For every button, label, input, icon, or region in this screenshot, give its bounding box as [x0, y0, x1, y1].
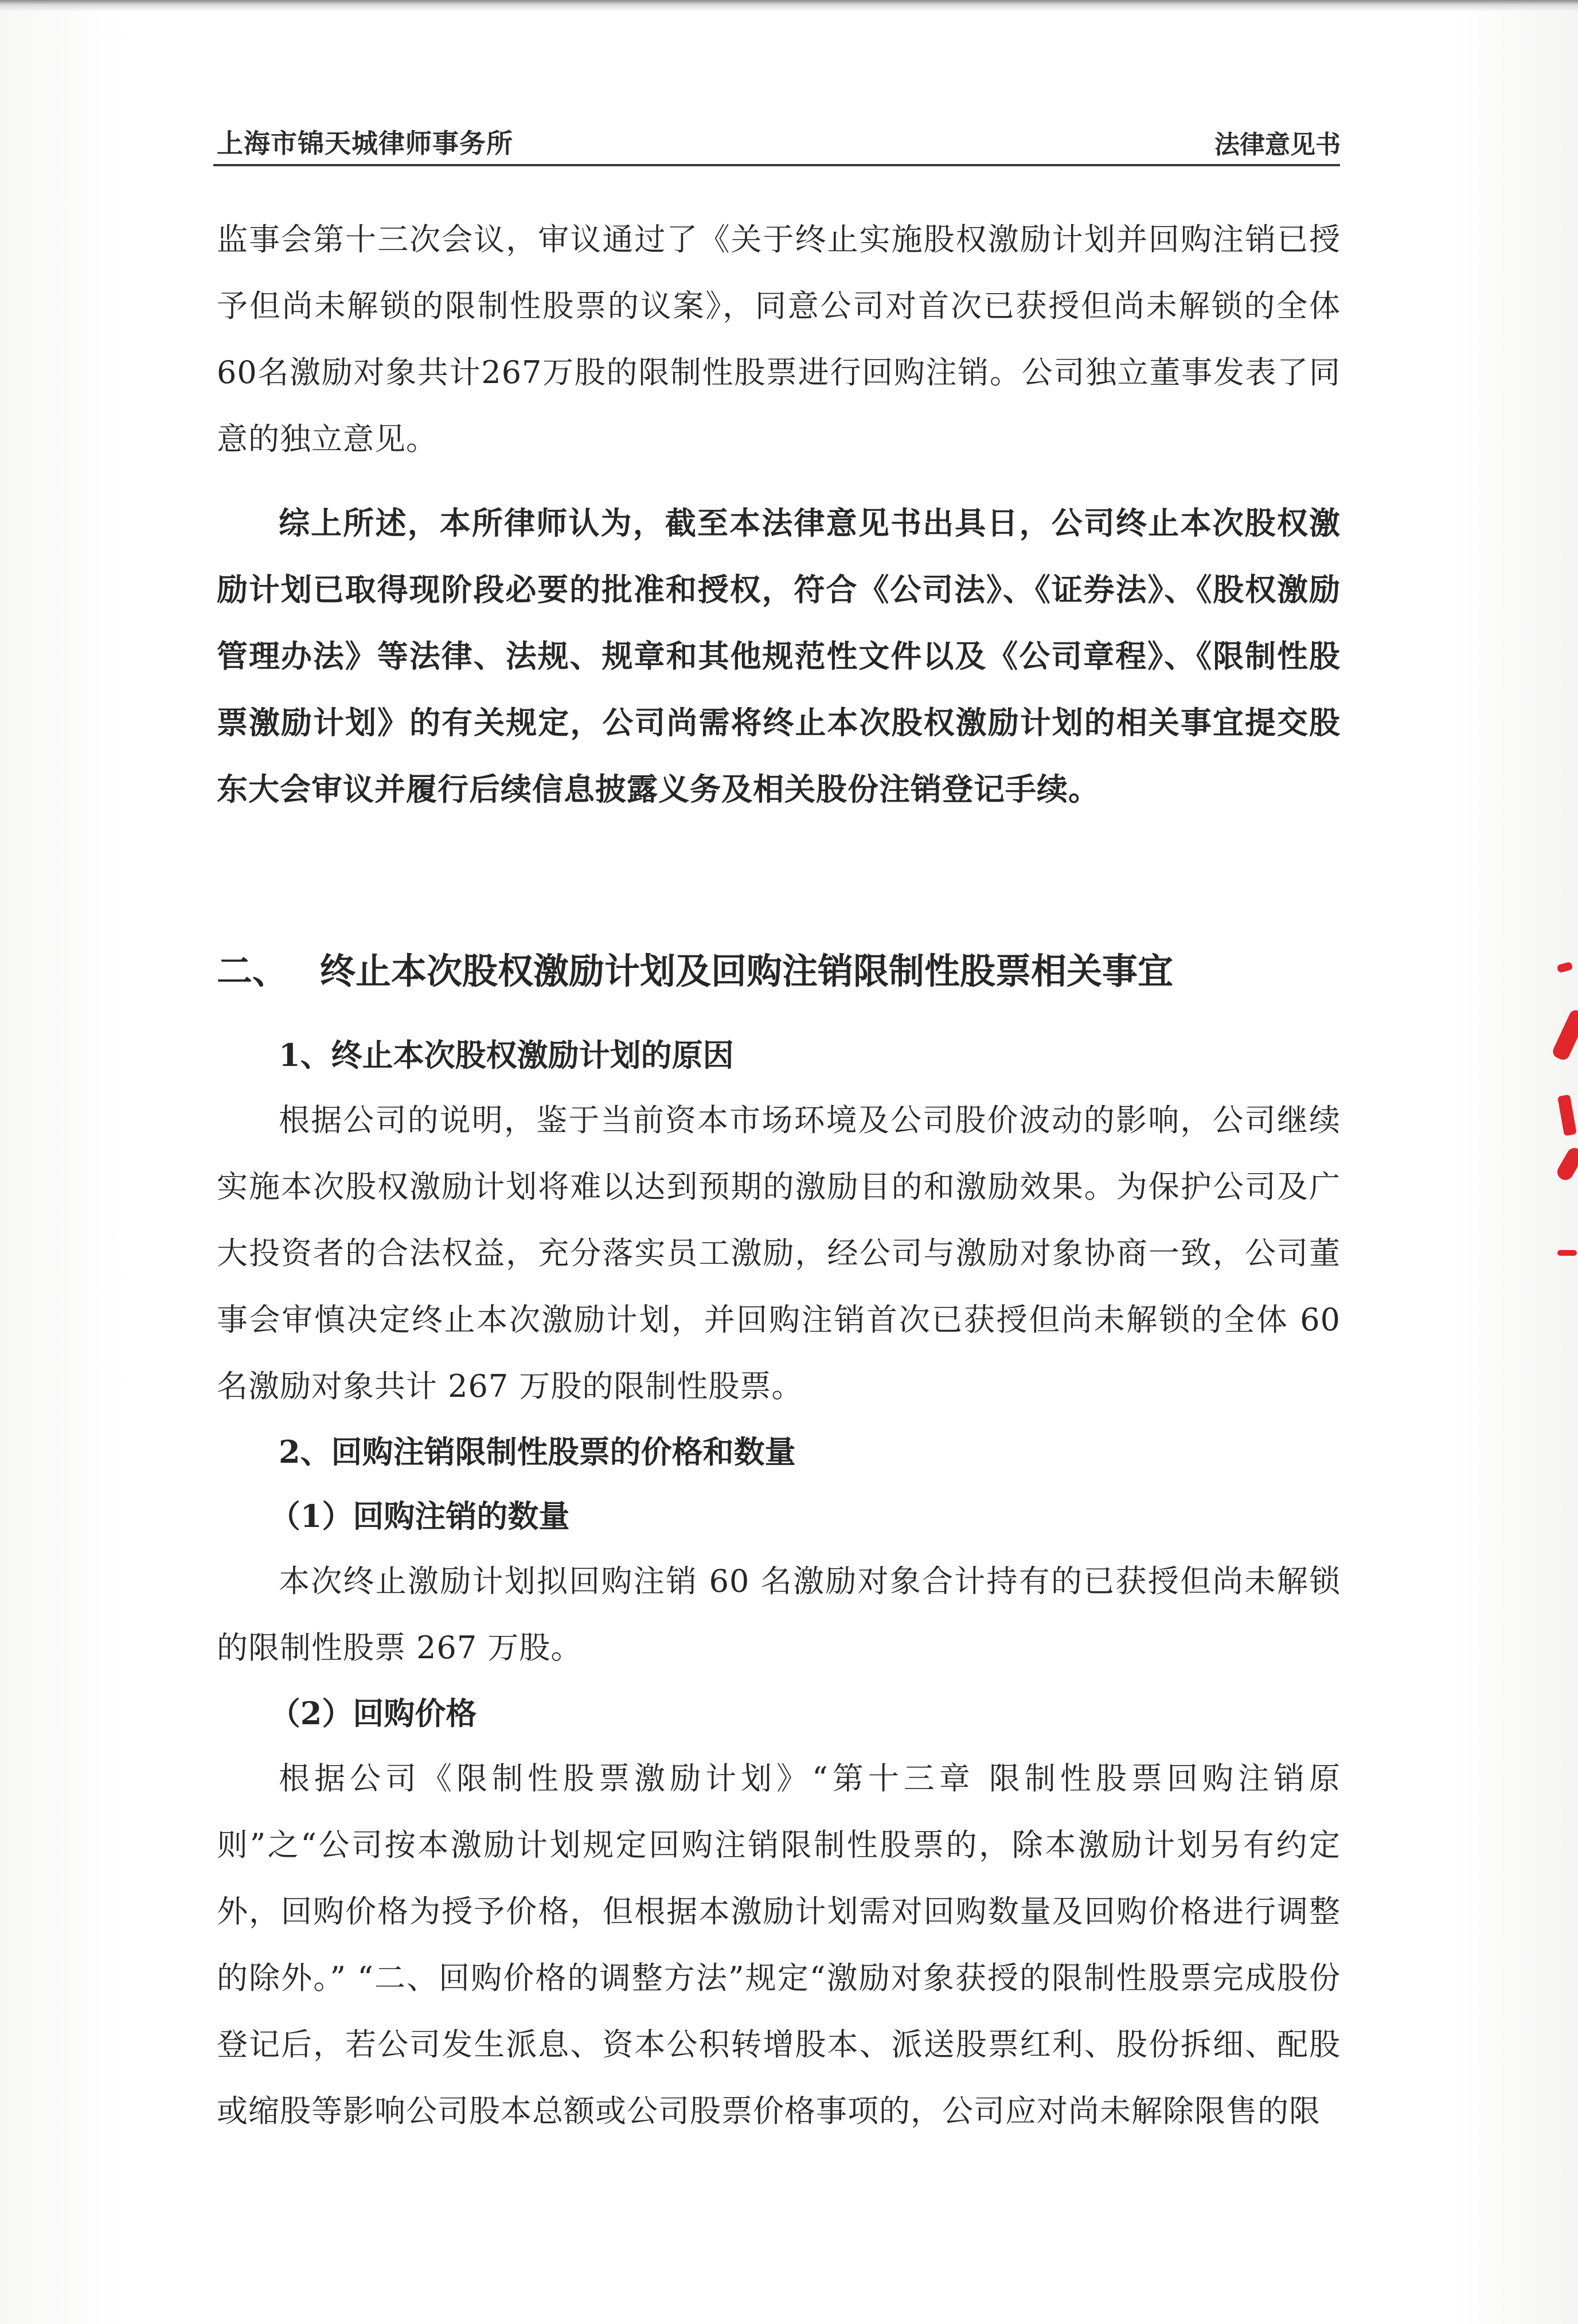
header-divider: [213, 164, 1340, 166]
section-title: 终止本次股权激励计划及回购注销限制性股票相关事宜: [320, 950, 1174, 992]
section-number: 二、: [217, 950, 288, 992]
paragraph-supervisory-board: 监事会第十三次会议，审议通过了《关于终止实施股权激励计划并回购注销已授予但尚未解锁的限制性股票的议案》，同意公司对首次已获授但尚未解锁的全体60名激励对象共计267万股的限制性股票进行回购注销。公司独立董事发表了同意的独立意见。: [217, 221, 1341, 457]
subheading-price-and-quantity: 2、回购注销限制性股票的价格和数量: [279, 1434, 796, 1470]
paragraph-repurchase-price: 根据公司《限制性股票激励计划》“第十三章 限制性股票回购注销原则”之“公司按本激励计划规定回购注销限制性股票的，除本激励计划另有约定外，回购价格为授予价格，但根据本激励计划需对回购数量及回购价格进行调整的除外。” “二、回购价格的调整方法”规定“激励对象获授的限制性股票完成股份登记后，若公司发生派息、资本公积转增股本、派送股票红利、股份拆细、配股或缩股等影响公司股本总额或公司股票价格事项的，公司应对尚未解除限售的限: [217, 1760, 1341, 2129]
paragraph-termination-reason: 根据公司的说明，鉴于当前资本市场环境及公司股价波动的影响，公司继续实施本次股权激励计划将难以达到预期的激励目的和激励效果。为保护公司及广大投资者的合法权益，充分落实员工激励，经公司与激励对象协商一致，公司董事会审慎决定终止本次激励计划，并回购注销首次已获授但尚未解锁的全体 60 名激励对象共计 267 万股的限制性股票。: [217, 1102, 1341, 1404]
spacer: [217, 1006, 1341, 1023]
subheading-repurchase-price: （2）回购价格: [269, 1695, 477, 1732]
page-header: [217, 118, 1341, 166]
section-heading-2: [217, 937, 1341, 1006]
subheading-repurchase-quantity: （1）回购注销的数量: [269, 1498, 570, 1534]
document-type: 法律意见书: [1214, 130, 1341, 159]
paragraph-conclusion: 综上所述，本所律师认为，截至本法律意见书出具日，公司终止本次股权激励计划已取得现阶段必要的批准和授权，符合《公司法》、《证券法》、《股权激励管理办法》等法律、法规、规章和其他规范性文件以及《公司章程》、《限制性股票激励计划》的有关规定，公司尚需将终止本次股权激励计划的相关事宜提交股东大会审议并履行后续信息披露义务及相关股份注销登记手续。: [217, 505, 1341, 807]
spacer: [217, 822, 1341, 937]
scan-top-edge: [0, 0, 1578, 11]
subheading-termination-reason: 1、终止本次股权激励计划的原因: [279, 1037, 734, 1073]
firm-name: 上海市锦天城律师事务所: [217, 128, 513, 159]
seal-stamp-edge: [1544, 929, 1578, 1284]
document-body: [217, 206, 1341, 2145]
spacer: [217, 472, 1341, 490]
paragraph-repurchase-quantity: 本次终止激励计划拟回购注销 60 名激励对象合计持有的已获授但尚未解锁的限制性股票 267 万股。: [217, 1563, 1341, 1666]
